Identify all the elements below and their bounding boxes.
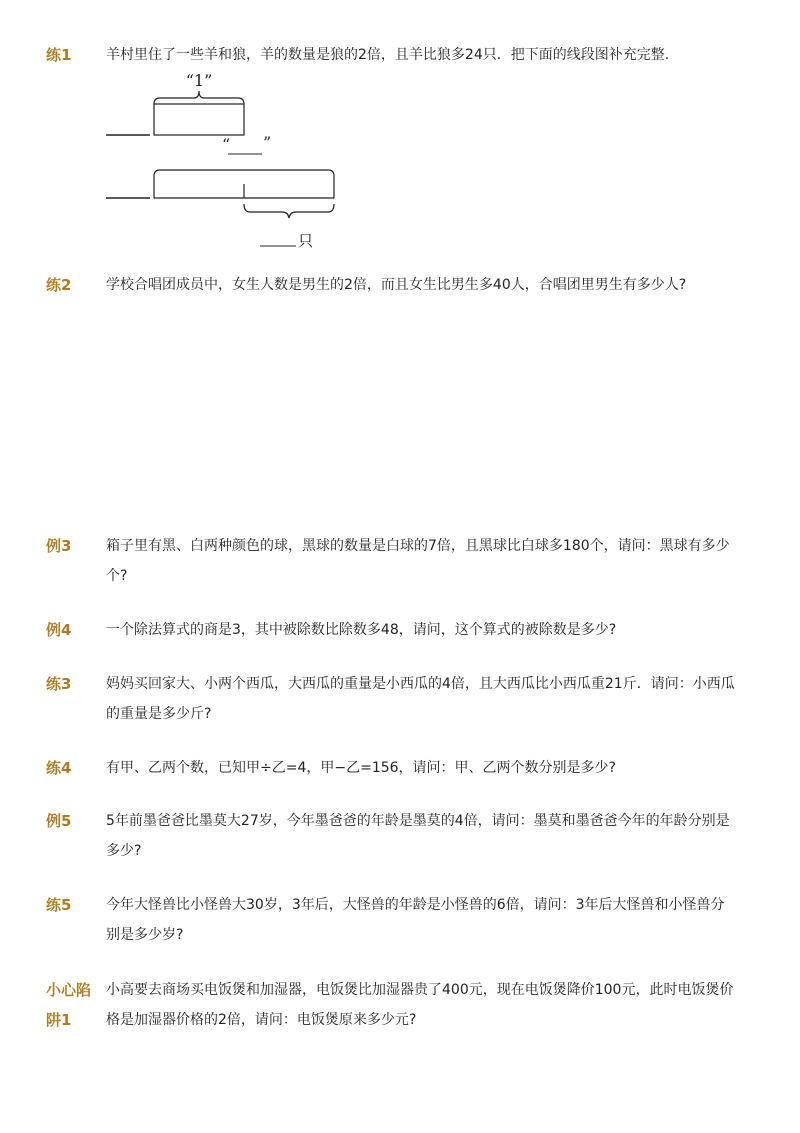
question-text: 5年前墨爸爸比墨莫大27岁，今年墨爸爸的年龄是墨莫的4倍，请问：墨莫和墨爸爸今年的年龄分别是多少? xyxy=(106,813,730,859)
question-text: 学校合唱团成员中，女生人数是男生的2倍，而且女生比男生多40人，合唱团里男生有多少人? xyxy=(106,277,687,293)
question-text: 今年大怪兽比小怪兽大30岁，3年后，大怪兽的年龄是小怪兽的6倍，请问：3年后大怪兽和小怪兽分别是多少岁? xyxy=(106,897,725,943)
example-4 xyxy=(46,615,736,645)
question-label: 练4 xyxy=(46,759,72,777)
open-quote: “ xyxy=(222,135,231,154)
exercise-2 xyxy=(46,270,736,300)
question-label: 例4 xyxy=(46,621,72,639)
wolf-brace xyxy=(154,91,244,104)
question-text: 羊村里住了一些羊和狼，羊的数量是狼的2倍，且羊比狼多24只．把下面的线段图补充完整. xyxy=(106,47,670,63)
question-text: 箱子里有黑、白两种颜色的球，黑球的数量是白球的7倍，且黑球比白球多180个，请问：黑球有多少个? xyxy=(106,538,730,584)
question-text: 小高要去商场买电饭煲和加湿器，电饭煲比加湿器贵了400元，现在电饭煲降价100元，此时电饭煲价格是加湿器价格的2倍，请问：电饭煲原来多少元? xyxy=(106,982,734,1028)
question-text: 一个除法算式的商是3，其中被除数比除数多48，请问，这个算式的被除数是多少? xyxy=(106,622,617,638)
question-label: 练3 xyxy=(46,675,72,693)
example-3 xyxy=(46,531,736,591)
exercise-3 xyxy=(46,669,736,729)
example-5 xyxy=(46,806,736,866)
question-text: 有甲、乙两个数，已知甲÷乙=4，甲−乙=156，请问：甲、乙两个数分别是多少? xyxy=(106,760,616,776)
question-label: 练2 xyxy=(46,276,72,294)
difference-brace xyxy=(244,204,334,218)
question-label: 练5 xyxy=(46,896,72,914)
exercise-4 xyxy=(46,753,736,783)
trap-1 xyxy=(46,975,736,1035)
one-unit-label: “1” xyxy=(185,71,213,90)
line-segment-diagram xyxy=(100,62,360,262)
close-quote: ” xyxy=(263,133,272,152)
question-label: 小心陷阱1 xyxy=(46,981,92,1029)
wolf-segment xyxy=(154,104,244,135)
exercise-5 xyxy=(46,890,736,950)
question-label: 例3 xyxy=(46,537,72,555)
diagram-svg xyxy=(100,62,360,262)
question-label: 练1 xyxy=(46,46,72,64)
question-label: 例5 xyxy=(46,812,72,830)
unit-label: 只 xyxy=(298,232,314,250)
question-text: 妈妈买回家大、小两个西瓜，大西瓜的重量是小西瓜的4倍，且大西瓜比小西瓜重21斤．请问：小西瓜的重量是多少斤? xyxy=(106,676,735,722)
